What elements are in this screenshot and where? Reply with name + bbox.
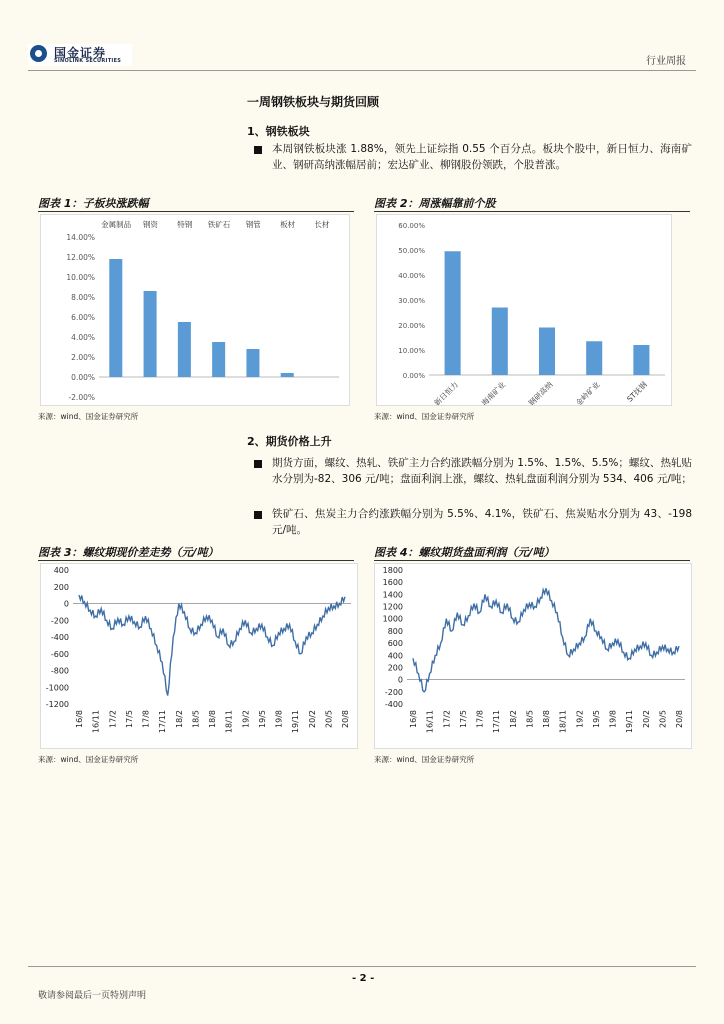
x-tick-label: 17/8 [141, 710, 151, 728]
figure-1-source: 来源：wind、国金证券研究所 [38, 412, 139, 421]
section-title: 一周钢铁板块与期货回顾 [247, 95, 380, 109]
figure-2-title: 图表 2：周涨幅靠前个股 [374, 197, 496, 210]
bullet-marker [254, 511, 262, 519]
y-tick-label: 14.00% [66, 233, 95, 242]
y-tick-label: 0 [63, 599, 69, 609]
bar [445, 251, 461, 375]
y-tick-label: 50.00% [398, 247, 425, 255]
y-tick-label: -1200 [45, 700, 69, 709]
y-tick-label: -800 [50, 666, 69, 676]
bar [492, 308, 508, 376]
y-tick-label: 0 [397, 675, 403, 685]
footer-divider [28, 966, 696, 967]
top-stocks-bar-chart [377, 215, 671, 405]
x-tick-label: 17/8 [475, 710, 485, 728]
category-label: 海南矿业 [479, 380, 508, 405]
x-tick-label: 20/2 [641, 710, 651, 728]
x-tick-label: 19/2 [575, 710, 585, 728]
figure-4-chart [374, 563, 692, 749]
series-line [413, 588, 679, 692]
x-tick-label: 19/2 [241, 710, 251, 728]
y-tick-label: 12.00% [66, 253, 95, 262]
x-tick-label: 20/8 [341, 710, 350, 728]
y-tick-label: 2.00% [71, 353, 95, 362]
y-tick-label: 1200 [382, 602, 403, 612]
category-label: 板材 [280, 220, 296, 229]
y-tick-label: 600 [387, 639, 403, 649]
series-line [79, 595, 345, 696]
header-divider [28, 70, 696, 71]
figure-2-chart [376, 214, 672, 406]
y-tick-label: 800 [387, 626, 403, 636]
y-tick-label: 400 [387, 651, 403, 661]
figure-3-rule [38, 560, 354, 561]
figure-3-source: 来源：wind、国金证券研究所 [38, 755, 139, 764]
x-tick-label: 20/5 [324, 710, 334, 728]
x-tick-label: 19/5 [257, 710, 267, 728]
category-label: 钢资 [142, 220, 158, 229]
y-tick-label: -400 [384, 700, 403, 709]
x-tick-label: 20/5 [658, 710, 668, 728]
figure-1-title: 图表 1：子板块涨跌幅 [38, 197, 149, 210]
x-tick-label: 17/5 [124, 710, 134, 728]
y-tick-label: 200 [53, 582, 69, 592]
x-tick-label: 19/11 [625, 710, 635, 734]
y-tick-label: 60.00% [398, 222, 425, 230]
figure-2-source: 来源：wind、国金证券研究所 [374, 412, 475, 421]
profit-line-chart [375, 564, 691, 748]
bar [212, 342, 225, 377]
x-tick-label: 20/8 [675, 710, 684, 728]
figure-4-rule [374, 560, 690, 561]
bar [144, 291, 157, 377]
y-tick-label: -400 [50, 633, 69, 642]
y-tick-label: 40.00% [398, 272, 425, 280]
subsector-bar-chart [41, 215, 349, 405]
y-tick-label: 200 [387, 663, 403, 673]
figure-2-rule [374, 211, 690, 212]
figure-1-rule [38, 211, 354, 212]
y-tick-label: -2.00% [68, 393, 95, 402]
figure-4-source: 来源：wind、国金证券研究所 [374, 755, 475, 764]
subsection-title-steel: 1、钢铁板块 [247, 125, 310, 138]
x-tick-label: 17/11 [492, 710, 502, 734]
y-tick-label: 1600 [382, 578, 403, 588]
x-tick-label: 18/8 [208, 710, 217, 728]
x-tick-label: 18/11 [224, 710, 234, 734]
bullet-marker [254, 146, 262, 154]
y-tick-label: 0.00% [71, 373, 95, 382]
y-tick-label: 10.00% [66, 273, 95, 282]
x-tick-label: 16/8 [409, 710, 418, 728]
x-tick-label: 17/11 [158, 710, 168, 734]
y-tick-label: -200 [50, 616, 69, 626]
y-tick-label: 10.00% [398, 347, 425, 355]
x-tick-label: 20/2 [307, 710, 317, 728]
x-tick-label: 18/8 [542, 710, 551, 728]
bullet-marker [254, 460, 262, 468]
logo-english-name: SINOLINK SECURITIES [54, 58, 122, 64]
figure-3-title: 图表 3：螺纹期现价差走势（元/吨） [38, 546, 219, 559]
bar [178, 322, 191, 377]
figure-1-chart [40, 214, 350, 406]
x-tick-label: 18/2 [174, 710, 184, 728]
x-tick-label: 16/11 [91, 710, 101, 734]
bar [586, 341, 602, 375]
disclaimer-note: 敬请参阅最后一页特别声明 [38, 991, 147, 1001]
y-tick-label: 400 [53, 566, 69, 575]
logo-icon [30, 45, 47, 62]
bar [109, 259, 122, 377]
x-tick-label: 17/2 [108, 710, 118, 728]
logo-chinese-name: 国金证券 [54, 46, 107, 60]
bar [281, 373, 294, 377]
y-tick-label: 4.00% [71, 333, 95, 342]
category-label: 特钢 [177, 220, 193, 229]
x-tick-label: 18/11 [558, 710, 568, 734]
y-tick-label: 20.00% [398, 322, 425, 330]
page-number: - 2 - [352, 973, 375, 984]
y-tick-label: 6.00% [71, 313, 95, 322]
figure-3-chart [40, 563, 358, 749]
x-tick-label: 19/11 [291, 710, 301, 734]
bar [246, 349, 259, 377]
x-tick-label: 19/8 [274, 710, 284, 728]
x-tick-label: 16/8 [75, 710, 84, 728]
bar [633, 345, 649, 375]
subsection-title-futures: 2、期货价格上升 [247, 435, 332, 448]
bar [539, 328, 555, 376]
category-label: 钢研高纳 [526, 380, 555, 405]
x-tick-label: 16/11 [425, 710, 435, 734]
x-tick-label: 19/8 [608, 710, 618, 728]
x-tick-label: 18/2 [508, 710, 518, 728]
x-tick-label: 18/5 [525, 710, 535, 728]
category-label: 铁矿石 [207, 220, 231, 229]
figure-4-title: 图表 4：螺纹期货盘面利润（元/吨） [374, 546, 555, 559]
category-label: 钢管 [245, 220, 261, 229]
y-tick-label: 30.00% [398, 297, 425, 305]
category-label: 长材 [314, 220, 330, 229]
x-tick-label: 19/5 [591, 710, 601, 728]
category-label: 金属制品 [101, 220, 132, 229]
x-tick-label: 17/5 [458, 710, 468, 728]
y-tick-label: 1400 [382, 590, 403, 600]
y-tick-label: -600 [50, 649, 69, 659]
y-tick-label: 1000 [382, 614, 403, 624]
category-label: ST抚钢 [625, 380, 649, 404]
y-tick-label: -1000 [45, 683, 69, 693]
futures-paragraph-2: 铁矿石、焦炭主力合约涨跌幅分别为 5.5%、4.1%，铁矿石、焦炭贴水分别为 43、-198 元/吨。 [272, 508, 692, 536]
y-tick-label: 8.00% [71, 293, 95, 302]
basis-line-chart [41, 564, 357, 748]
y-tick-label: -200 [384, 687, 403, 697]
y-tick-label: 1800 [382, 566, 403, 575]
steel-paragraph: 本周钢铁板块涨 1.88%，领先上证综指 0.55 个百分点。板块个股中，新日恒力、海南矿业、钢研高纳涨幅居前；宏达矿业、柳钢股份领跌，个股普涨。 [272, 143, 692, 171]
futures-paragraph-1: 期货方面，螺纹、热轧、铁矿主力合约涨跌幅分别为 1.5%、1.5%、5.5%；螺纹、热轧贴水分别为-82、306 元/吨；盘面利润上涨，螺纹、热轧盘面利润分别为 534、406 元/吨； [272, 457, 692, 485]
category-label: 新日恒力 [432, 380, 461, 405]
x-tick-label: 18/5 [191, 710, 201, 728]
x-tick-label: 17/2 [442, 710, 452, 728]
category-label: 金岭矿业 [574, 380, 602, 405]
report-type: 行业周报 [646, 56, 686, 67]
y-tick-label: 0.00% [402, 372, 425, 380]
